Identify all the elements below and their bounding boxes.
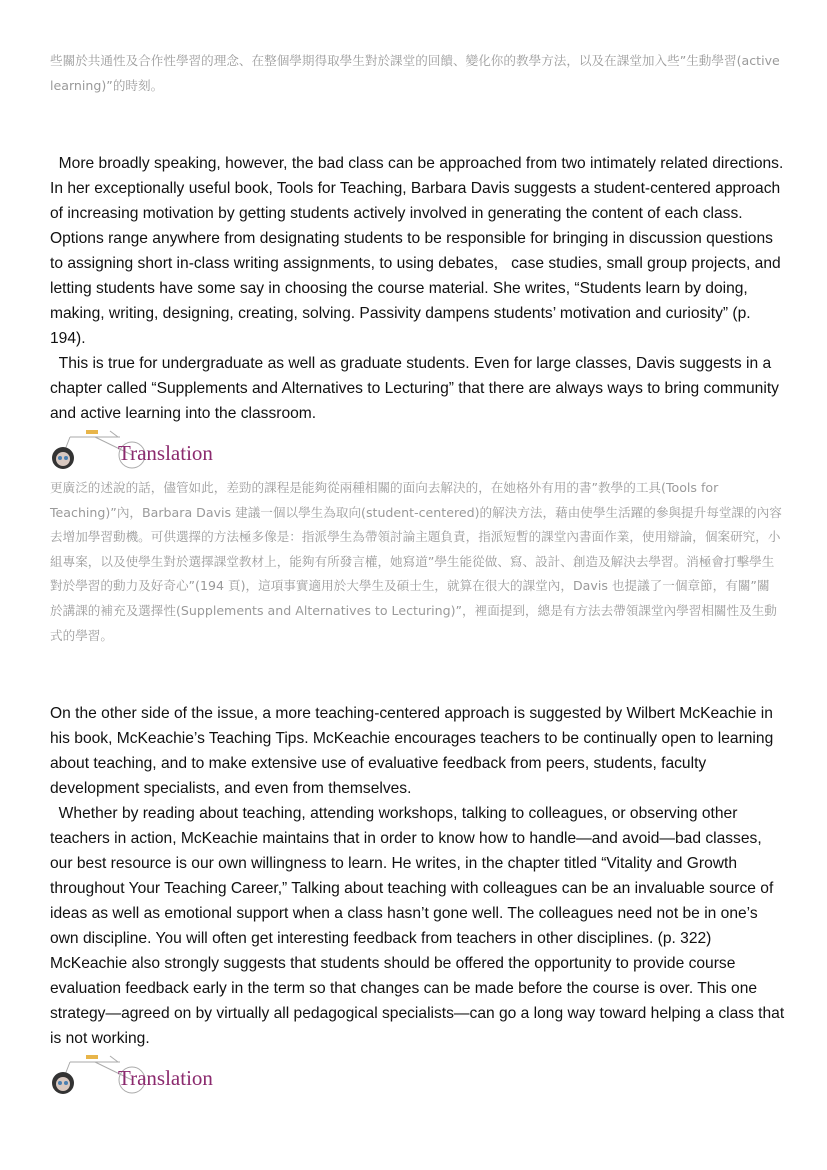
translation-logo <box>50 427 220 471</box>
paragraph: Whether by reading about teaching, attending workshops, talking to colleagues, or observing other teachers in action, McKeachie maintains that in order to know how to handle—and avoid—bad classes, our best resource is our own willingness to learn. He writes, in the chapter titled “Vitality and Growth throughout Your Teaching Career,” Talking about teaching with colleagues can be an invaluable source of ideas as well as emotional support when a class hasn’t gone well. The colleagues need not be in one’s own discipline. You will often get interesting feedback from teachers in other disciplines. (p. 322) McKeachie also strongly suggests that students should be offered the opportunity to provide course evaluation feedback early in the term so that changes can be made before the course is over. This one strategy—agreed on by virtually all pedagogical specialists—can go a long way toward helping a class that is not working. <box>50 805 789 1047</box>
english-section-2 <box>50 701 789 1051</box>
paragraph: This is true for undergraduate as well as graduate students. Even for large classes, Davis suggests in a chapter called “Supplements and Alternatives to Lecturing” that there are always ways to bring community and active learning into the classroom. <box>50 355 784 422</box>
translation-paragraph-2: 更廣泛的述說的話，儘管如此，差勁的課程是能夠從兩種相關的面向去解決的，在她格外有用的書”教學的工具(Tools for Teaching)”內，Barbara Davis 建議一個以學生為取向(student-centered)的解決方法，藉由使學生活躍的參與提升每堂課的內容去增加學習動機。可供選擇的方法極多像是：指派學生為帶領討論主題負責，指派短暫的課堂內書面作業，使用辯論，個案研究，小組專案，以及使學生對於選擇課堂教材上，能夠有所發言權，她寫道”學生能從做、寫、設計、創造及解決去學習。消極會打擊學生對於學習的動力及好奇心”(194 頁)，這項事實適用於大學生及碩士生，就算在很大的課堂內，Davis 也提議了一個章節，有關”關於講課的補充及選擇性(Supplements and Alternatives to Lecturing)”，裡面提到，總是有方法去帶領課堂內學習相關性及生動式的學習。 <box>50 480 782 643</box>
english-section-1 <box>50 151 788 426</box>
paragraph: More broadly speaking, however, the bad class can be approached from two intimately related directions. In her exceptionally useful book, Tools for Teaching, Barbara Davis suggests a student-centered approach of increasing motivation by getting students actively involved in generating the content of each class. Options range anywhere from designating students to be responsible for bringing in discussion questions to assigning short in-class writing assignments, to using debates, case studies, small group projects, and letting students have some say in choosing the course material. She writes, “Students learn by doing, making, writing, designing, creating, solving. Passivity dampens students’ motivation and curiosity” (p. 194). <box>50 155 788 347</box>
translation-label: Translation <box>118 441 213 465</box>
translation-label: Translation <box>118 1066 213 1090</box>
translation-logo <box>50 1052 220 1096</box>
translation-paragraph-1: 些關於共通性及合作性學習的理念、在整個學期得取學生對於課堂的回饋、變化你的教學方法，以及在課堂加入些”生動學習(active learning)”的時刻。 <box>50 53 780 93</box>
paragraph: On the other side of the issue, a more teaching-centered approach is suggested by Wilbert McKeachie in his book, McKeachie’s Teaching Tips. McKeachie encourages teachers to be continually open to learning about teaching, and to make extensive use of evaluative feedback from peers, students, faculty development specialists, and even from themselves. <box>50 705 778 797</box>
